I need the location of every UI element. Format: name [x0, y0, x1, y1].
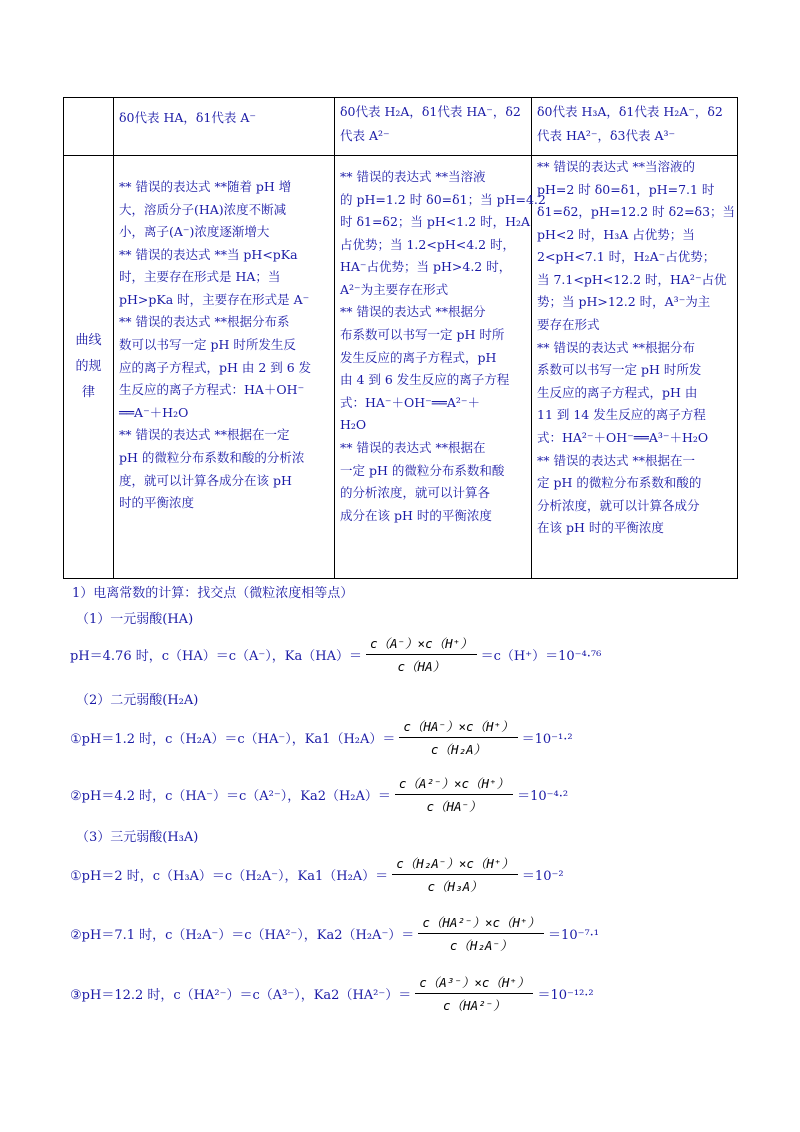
- equation-ka3-triprotic: ③pH＝12.2 时，c（HA²⁻）＝c（A³⁻），Ka2（HA²⁻）＝ $\frac{\text{c（A³⁻）×c（H⁺）}}{\text{c（HA²⁻）}}$ ＝10⁻¹²·²: [70, 974, 594, 1013]
- table-content-row: [64, 155, 738, 578]
- equation-ka1-triprotic: ①pH＝2 时，c（H₃A）＝c（H₂A⁻），Ka1（H₂A）＝ $\frac{\text{c（H₂A⁻）×c（H⁺）}}{\text{c（H₃A）}}$ ＝10⁻²: [70, 855, 564, 894]
- triprotic-cell: ** 错误的表达式 **当溶液的 pH=2 时 δ0=δ1，pH=7.1 时 δ1=δ2，pH=12.2 时 δ2=δ3；当 pH<2 时，H₃A 占优势；当 2<pH<7.1 时，H₂A⁻占优势； 当 7.1<pH<12.2 时，HA²⁻占优 势；当 pH>12.2 时，A³⁻为主 要存在形式 ** 错误的表达式 **根据分布 系数可以书写一定 pH 时所发 生反应的离子方程式，pH 由 11 到 14 发生反应的离子方程 式：HA²⁻＋OH⁻══A³⁻＋H₂O ** 错误的表达式 **根据在一 定 pH 的微粒分布系数和酸的 分析浓度，就可以计算各成分 在该 pH 时的平衡浓度: [532, 155, 738, 578]
- section-title: 1）电离常数的计算：找交点（微粒浓度相等点）: [72, 586, 354, 601]
- subsection-diprotic: （2）二元弱酸(H₂A): [76, 693, 199, 708]
- fraction: $\frac{\text{c（A³⁻）×c（H⁺）}}{\text{c（HA²⁻）}}$: [415, 973, 533, 1014]
- fraction: $\frac{c(A^-)\times c(H^+)}{c(HA)}$: [366, 634, 477, 675]
- header-monoprotic: δ0代表 HA，δ1代表 A⁻: [114, 98, 335, 156]
- subsection-monoprotic: （1）一元弱酸(HA): [76, 612, 194, 627]
- fraction: $\frac{\text{c（HA²⁻）×c（H⁺）}}{\text{c（H₂A⁻）}}$: [418, 913, 544, 954]
- equation-ka-monoprotic: pH＝4.76 时，c（HA）＝c（A⁻），Ka（HA）＝ $\frac{c(A^-)\times c(H^+)}{c(HA)}$ ＝c（H⁺）＝10⁻⁴·⁷⁶: [70, 635, 602, 674]
- monoprotic-cell: ** 错误的表达式 **随着 pH 增 大，溶质分子(HA)浓度不断减 小，离子(A⁻)浓度逐渐增大 ** 错误的表达式 **当 pH<pKa 时，主要存在形式是 HA；当 pH>pKa 时，主要存在形式是 A⁻ ** 错误的表达式 **根据分布系 数可以书写一定 pH 时所发生反 应的离子方程式，pH 由 2 到 6 发 生反应的离子方程式：HA＋OH⁻ ══A⁻＋H₂O ** 错误的表达式 **根据在一定 pH 的微粒分布系数和酸的分析浓 度，就可以计算各成分在该 pH 时的平衡浓度: [114, 155, 335, 578]
- subsection-triprotic: （3）三元弱酸(H₃A): [76, 830, 199, 845]
- equation-ka2-diprotic: ②pH＝4.2 时，c（HA⁻）＝c（A²⁻），Ka2（H₂A）＝ $\frac{\text{c（A²⁻）×c（H⁺）}}{c(HA^-)}$ ＝10⁻⁴·²: [70, 775, 569, 814]
- header-diprotic: δ0代表 H₂A，δ1代表 HA⁻，δ2 代表 A²⁻: [335, 98, 532, 156]
- table-header-row: [64, 98, 738, 156]
- fraction: $\frac{\text{c（H₂A⁻）×c（H⁺）}}{\text{c（H₃A）}}$: [392, 854, 518, 895]
- empty-cell: [64, 98, 114, 156]
- row-label: 曲线 的规 律: [64, 155, 114, 578]
- header-triprotic: δ0代表 H₃A，δ1代表 H₂A⁻，δ2 代表 HA²⁻，δ3代表 A³⁻: [532, 98, 738, 156]
- diprotic-cell: ** 错误的表达式 **当溶液 的 pH=1.2 时 δ0=δ1；当 pH=4.2 时 δ1=δ2；当 pH<1.2 时，H₂A 占优势；当 1.2<pH<4.2 时， HA⁻占优势；当 pH>4.2 时， A²⁻为主要存在形式 ** 错误的表达式 **根据分 布系数可以书写一定 pH 时所 发生反应的离子方程式，pH 由 4 到 6 发生反应的离子方程 式：HA⁻＋OH⁻══A²⁻＋ H₂O ** 错误的表达式 **根据在 一定 pH 的微粒分布系数和酸 的分析浓度，就可以计算各 成分在该 pH 时的平衡浓度: [335, 155, 532, 578]
- distribution-table: [63, 97, 738, 579]
- equation-ka1-diprotic: ①pH＝1.2 时，c（H₂A）＝c（HA⁻），Ka1（H₂A）＝ $\frac{c(HA^-)\times c(H^+)}{\text{c（H₂A）}}$ ＝10⁻¹·²: [70, 718, 573, 757]
- fraction: $\frac{\text{c（A²⁻）×c（H⁺）}}{c(HA^-)}$: [395, 774, 513, 815]
- equation-ka2-triprotic: ②pH＝7.1 时，c（H₂A⁻）＝c（HA²⁻），Ka2（H₂A⁻）＝ $\frac{\text{c（HA²⁻）×c（H⁺）}}{\text{c（H₂A⁻）}}$ ＝10⁻⁷·¹: [70, 914, 600, 953]
- fraction: $\frac{c(HA^-)\times c(H^+)}{\text{c（H₂A）}}$: [399, 717, 517, 758]
